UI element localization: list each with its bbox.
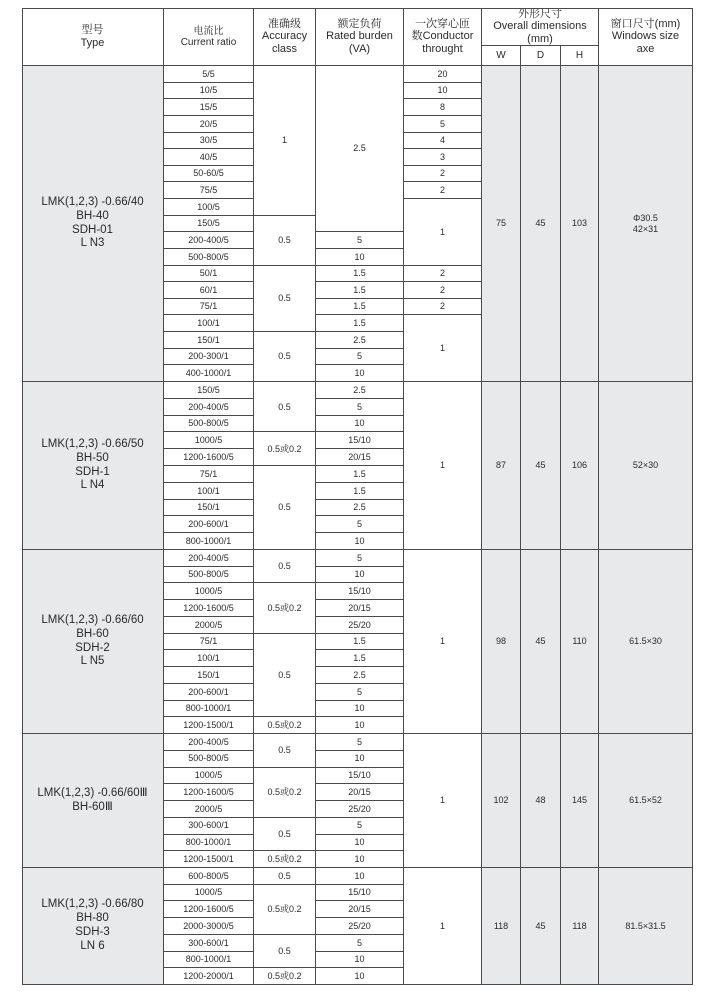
current-ratio-cell: 150/5 (164, 382, 254, 399)
current-ratio-cell: 600-800/5 (164, 868, 254, 885)
burden-cell: 5 (316, 734, 404, 751)
burden-cell: 2.5 (316, 332, 404, 349)
burden-cell: 5 (316, 684, 404, 701)
dim-d-cell: 48 (521, 734, 561, 868)
conductor-turns-cell: 2 (404, 299, 482, 316)
current-ratio-cell: 10/5 (164, 83, 254, 100)
current-ratio-cell: 500-800/5 (164, 249, 254, 266)
accuracy-cell: 0.5 (254, 734, 316, 768)
type-cell: LMK(1,2,3) -0.66/80 BH-80 SDH-3 LN 6 (22, 868, 164, 985)
current-ratio-cell: 200-400/5 (164, 232, 254, 249)
burden-cell: 5 (316, 516, 404, 533)
accuracy-cell: 0.5 (254, 818, 316, 852)
burden-cell: 10 (316, 835, 404, 852)
current-ratio-cell: 75/1 (164, 466, 254, 483)
accuracy-cell: 0.5 (254, 266, 316, 333)
current-ratio-cell: 1000/5 (164, 768, 254, 785)
conductor-turns-cell: 10 (404, 83, 482, 100)
conductor-turns-cell: 1 (404, 734, 482, 868)
accuracy-cell: 0.5或0.2 (254, 432, 316, 466)
current-ratio-cell: 800-1000/1 (164, 952, 254, 969)
type-cell: LMK(1,2,3) -0.66/60Ⅲ BH-60Ⅲ (22, 734, 164, 868)
current-ratio-cell: 1200-1600/5 (164, 600, 254, 617)
accuracy-cell: 0.5或0.2 (254, 968, 316, 985)
current-ratio-cell: 1200-1600/5 (164, 449, 254, 466)
type-cell: LMK(1,2,3) -0.66/60 BH-60 SDH-2 L N5 (22, 550, 164, 734)
header-dim-d: D (521, 46, 561, 66)
accuracy-cell: 1 (254, 66, 316, 216)
current-ratio-cell: 100/1 (164, 650, 254, 667)
burden-cell: 10 (316, 751, 404, 768)
header-conductor-turns: 一次穿心匝 数Conductor throught (404, 8, 482, 66)
burden-cell: 10 (316, 416, 404, 433)
current-ratio-cell: 1200-1500/1 (164, 717, 254, 734)
accuracy-cell: 0.5 (254, 550, 316, 583)
conductor-turns-cell: 1 (404, 315, 482, 382)
dim-w-cell: 118 (482, 868, 521, 985)
burden-cell: 10 (316, 249, 404, 266)
current-ratio-cell: 100/5 (164, 199, 254, 216)
current-ratio-cell: 2000/5 (164, 801, 254, 818)
current-ratio-cell: 2000/5 (164, 617, 254, 634)
window-size-cell: 81.5×31.5 (599, 868, 693, 985)
burden-cell: 1.5 (316, 299, 404, 316)
current-ratio-cell: 1200-1600/5 (164, 784, 254, 801)
accuracy-cell: 0.5或0.2 (254, 768, 316, 818)
burden-cell: 1.5 (316, 266, 404, 283)
burden-cell: 25/20 (316, 801, 404, 818)
conductor-turns-cell: 5 (404, 116, 482, 133)
burden-cell: 10 (316, 968, 404, 985)
current-ratio-cell: 40/5 (164, 149, 254, 166)
current-ratio-cell: 60/1 (164, 282, 254, 299)
accuracy-cell: 0.5 (254, 466, 316, 550)
current-ratio-cell: 500-800/5 (164, 416, 254, 433)
burden-cell: 15/10 (316, 432, 404, 449)
header-rated-burden: 额定负荷 Rated burden (VA) (316, 8, 404, 66)
current-ratio-cell: 1000/5 (164, 583, 254, 600)
current-ratio-cell: 200-400/5 (164, 734, 254, 751)
conductor-turns-cell: 2 (404, 182, 482, 199)
burden-cell: 15/10 (316, 583, 404, 600)
current-ratio-cell: 2000-3000/5 (164, 918, 254, 935)
burden-cell: 25/20 (316, 617, 404, 634)
conductor-turns-cell: 1 (404, 199, 482, 266)
current-ratio-cell: 100/1 (164, 483, 254, 500)
burden-cell: 2.5 (316, 500, 404, 517)
current-ratio-cell: 300-600/1 (164, 818, 254, 835)
type-cell: LMK(1,2,3) -0.66/50 BH-50 SDH-1 L N4 (22, 382, 164, 550)
current-ratio-cell: 200-600/1 (164, 516, 254, 533)
header-overall-dimensions: 外形尺寸 Overall dimensions (mm) (482, 8, 599, 46)
current-ratio-cell: 75/1 (164, 634, 254, 651)
burden-cell: 10 (316, 868, 404, 885)
conductor-turns-cell: 8 (404, 99, 482, 116)
accuracy-cell: 0.5或0.2 (254, 851, 316, 868)
window-size-cell: 52×30 (599, 382, 693, 550)
current-ratio-cell: 800-1000/1 (164, 835, 254, 852)
burden-cell: 1.5 (316, 282, 404, 299)
dim-d-cell: 45 (521, 550, 561, 734)
dim-w-cell: 98 (482, 550, 521, 734)
burden-cell: 15/10 (316, 885, 404, 902)
current-ratio-cell: 1200-1500/1 (164, 851, 254, 868)
header-dim-h: H (561, 46, 599, 66)
current-ratio-cell: 5/5 (164, 66, 254, 83)
current-ratio-cell: 800-1000/1 (164, 533, 254, 550)
burden-cell: 25/20 (316, 918, 404, 935)
burden-cell: 20/15 (316, 901, 404, 918)
burden-cell: 10 (316, 533, 404, 550)
accuracy-cell: 0.5 (254, 216, 316, 266)
window-size-cell: Φ30.5 42×31 (599, 66, 693, 382)
current-ratio-cell: 75/1 (164, 299, 254, 316)
burden-cell: 2.5 (316, 66, 404, 232)
window-size-cell: 61.5×52 (599, 734, 693, 868)
burden-cell: 10 (316, 952, 404, 969)
current-ratio-cell: 150/5 (164, 216, 254, 233)
current-ratio-cell: 50-60/5 (164, 166, 254, 183)
header-dim-w: W (482, 46, 521, 66)
burden-cell: 10 (316, 567, 404, 584)
current-ratio-cell: 1200-1600/5 (164, 901, 254, 918)
burden-cell: 2.5 (316, 667, 404, 684)
current-ratio-cell: 200-600/1 (164, 684, 254, 701)
current-ratio-cell: 15/5 (164, 99, 254, 116)
current-ratio-cell: 200-400/5 (164, 399, 254, 416)
dim-h-cell: 145 (561, 734, 599, 868)
conductor-turns-cell: 2 (404, 166, 482, 183)
burden-cell: 5 (316, 232, 404, 249)
burden-cell: 10 (316, 365, 404, 382)
burden-cell: 1.5 (316, 466, 404, 483)
accuracy-cell: 0.5或0.2 (254, 583, 316, 633)
header-accuracy-class: 准确级 Accuracy class (254, 8, 316, 66)
accuracy-cell: 0.5或0.2 (254, 717, 316, 734)
dim-h-cell: 118 (561, 868, 599, 985)
current-ratio-cell: 1200-2000/1 (164, 968, 254, 985)
burden-cell: 5 (316, 550, 404, 567)
dim-w-cell: 75 (482, 66, 521, 382)
burden-cell: 10 (316, 717, 404, 734)
accuracy-cell: 0.5 (254, 868, 316, 885)
current-ratio-cell: 75/5 (164, 182, 254, 199)
header-type: 型号 Type (22, 8, 164, 66)
conductor-turns-cell: 1 (404, 550, 482, 734)
current-ratio-cell: 400-1000/1 (164, 365, 254, 382)
dim-d-cell: 45 (521, 382, 561, 550)
conductor-turns-cell: 2 (404, 266, 482, 283)
burden-cell: 5 (316, 349, 404, 366)
dim-h-cell: 106 (561, 382, 599, 550)
header-window-size: 窗口尺寸(mm) Windows size axe (599, 8, 693, 66)
window-size-cell: 61.5×30 (599, 550, 693, 734)
burden-cell: 5 (316, 399, 404, 416)
burden-cell: 15/10 (316, 768, 404, 785)
burden-cell: 20/15 (316, 449, 404, 466)
header-current-ratio: 电流比 Current ratio (164, 8, 254, 66)
current-ratio-cell: 500-800/5 (164, 567, 254, 584)
dim-w-cell: 102 (482, 734, 521, 868)
current-ratio-cell: 20/5 (164, 116, 254, 133)
burden-cell: 1.5 (316, 483, 404, 500)
current-ratio-cell: 150/1 (164, 500, 254, 517)
conductor-turns-cell: 1 (404, 868, 482, 985)
dim-d-cell: 45 (521, 868, 561, 985)
burden-cell: 1.5 (316, 315, 404, 332)
current-ratio-cell: 1000/5 (164, 885, 254, 902)
current-ratio-cell: 800-1000/1 (164, 701, 254, 718)
burden-cell: 5 (316, 818, 404, 835)
burden-cell: 1.5 (316, 650, 404, 667)
current-ratio-cell: 500-800/5 (164, 751, 254, 768)
dim-h-cell: 110 (561, 550, 599, 734)
type-cell: LMK(1,2,3) -0.66/40 BH-40 SDH-01 L N3 (22, 66, 164, 382)
dim-h-cell: 103 (561, 66, 599, 382)
burden-cell: 10 (316, 851, 404, 868)
burden-cell: 2.5 (316, 382, 404, 399)
accuracy-cell: 0.5 (254, 634, 316, 718)
accuracy-cell: 0.5 (254, 935, 316, 968)
current-ratio-cell: 150/1 (164, 332, 254, 349)
current-ratio-cell: 300-600/1 (164, 935, 254, 952)
current-ratio-cell: 30/5 (164, 133, 254, 150)
dim-w-cell: 87 (482, 382, 521, 550)
conductor-turns-cell: 1 (404, 382, 482, 550)
conductor-turns-cell: 3 (404, 149, 482, 166)
conductor-turns-cell: 4 (404, 133, 482, 150)
conductor-turns-cell: 20 (404, 66, 482, 83)
accuracy-cell: 0.5 (254, 332, 316, 382)
current-ratio-cell: 200-400/5 (164, 550, 254, 567)
burden-cell: 1.5 (316, 634, 404, 651)
burden-cell: 10 (316, 701, 404, 718)
current-ratio-cell: 1000/5 (164, 432, 254, 449)
current-ratio-cell: 200-300/1 (164, 349, 254, 366)
burden-cell: 20/15 (316, 784, 404, 801)
conductor-turns-cell: 2 (404, 282, 482, 299)
current-ratio-cell: 50/1 (164, 266, 254, 283)
accuracy-cell: 0.5或0.2 (254, 885, 316, 935)
current-ratio-cell: 100/1 (164, 315, 254, 332)
current-ratio-cell: 150/1 (164, 667, 254, 684)
accuracy-cell: 0.5 (254, 382, 316, 432)
burden-cell: 5 (316, 935, 404, 952)
burden-cell: 20/15 (316, 600, 404, 617)
dim-d-cell: 45 (521, 66, 561, 382)
